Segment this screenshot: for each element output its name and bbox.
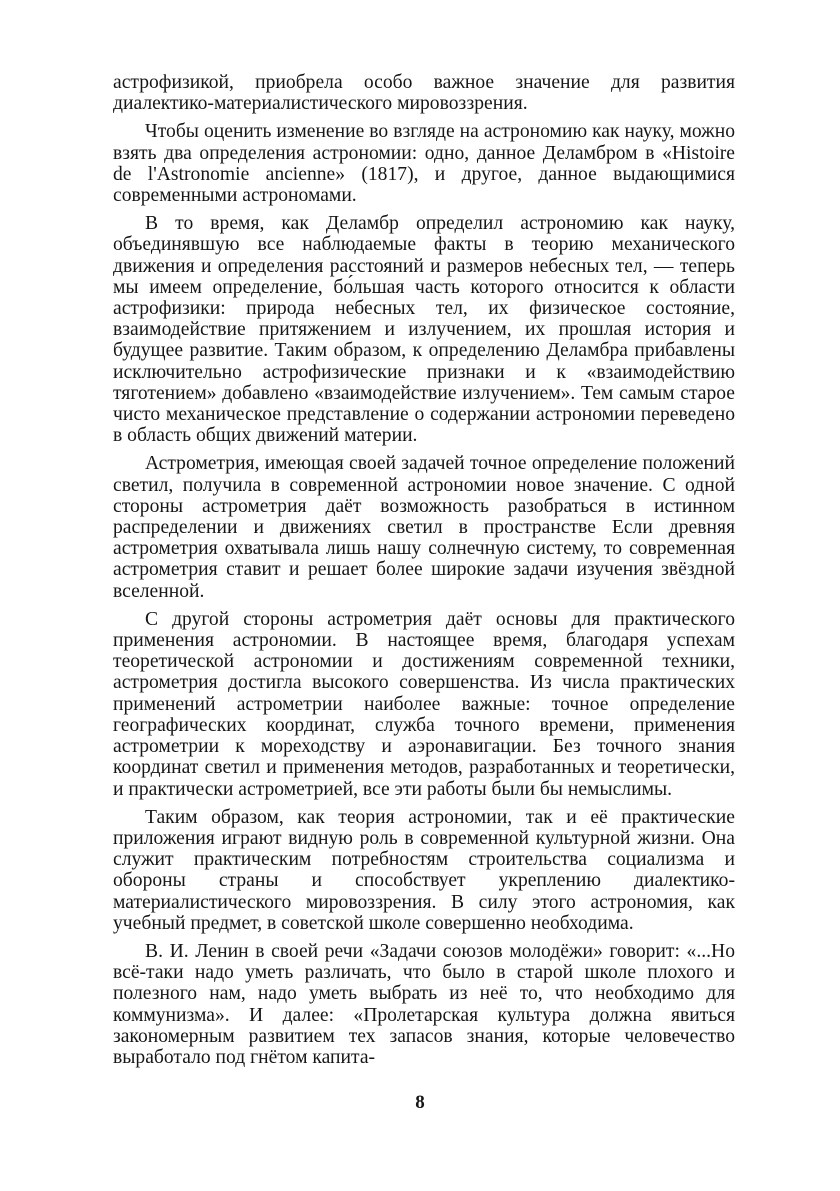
paragraph-astrometry: Астрометрия, имеющая своей задачей точное определение положений светил, получила в современной астрономии новое значение. С одной стороны астрометрия даёт возможность разобраться в истинном распределении и движениях светил в пространстве Если древняя астрометрия охватывала лишь нашу солнечную систему, то современная астрометрия ставит и решает более широкие задачи изучения звёздной вселенной.	[113, 453, 735, 602]
page-body	[113, 72, 735, 1075]
paragraph-cultural-role: Таким образом, как теория астрономии, так и её практические приложения играют видную роль в современной культурной жизни. Она служит практическим потребностям строительства социализма и обороны страны и способствует укреплению диалектико-материалистического мировоззрения. В силу этого астрономия, как учебный предмет, в советской школе совершенно необходима.	[113, 806, 735, 934]
page-number: 8	[415, 1092, 425, 1113]
paragraph-lenin-quote: В. И. Ленин в своей речи «Задачи союзов молодёжи» говорит: «...Но всё-таки надо уметь различать, что было в старой школе плохого и полезного нам, надо уметь выбрать из неё то, что необходимо для коммунизма». И далее: «Пролетарская культура должна явиться закономерным развитием тех запасов знания, которые человечество выработало под гнётом капита-	[113, 940, 735, 1068]
paragraph-astronomy-definitions: Чтобы оценить изменение во взгляде на астрономию как науку, можно взять два определения астрономии: одно, данное Деламбром в «Histoire de l'Astronomie ancienne» (1817), и другое, данное выдающимися современными астрономами.	[113, 121, 735, 207]
paragraph-continuation: астрофизикой, приобрела особо важное значение для развития диалектико-материалистического мировоззрения.	[113, 72, 735, 115]
paragraph-delambre: В то время, как Деламбр определил астрономию как науку, объединявшую все наблюдаемые факты в теорию механического движения и определения расстояний и размеров небесных тел, — теперь мы имеем определение, бо́льшая часть которого относится к области астрофизики: природа небесных тел, их физическое состояние, взаимодействие притяжением и излучением, их прошлая история и будущее развитие. Таким образом, к определению Деламбра прибавлены исключительно астрофизические признаки и к «взаимодействию тяготением» добавлено «взаимодействие излучением». Тем самым старое чисто механическое представление о содержании астрономии переведено в область общих движений материи.	[113, 213, 735, 447]
paragraph-practical-applications: С другой стороны астрометрия даёт основы для практического применения астрономии. В настоящее время, благодаря успехам теоретической астрономии и достижениям современной техники, астрометрия достигла высокого совершенства. Из числа практических применений астрометрии наиболее важные: точное определение географических координат, служба точного времени, применения астрометрии к мореходству и аэронавигации. Без точного знания координат светил и применения методов, разработанных и теоретически, и практически астрометрией, все эти работы были бы немыслимы.	[113, 608, 735, 800]
